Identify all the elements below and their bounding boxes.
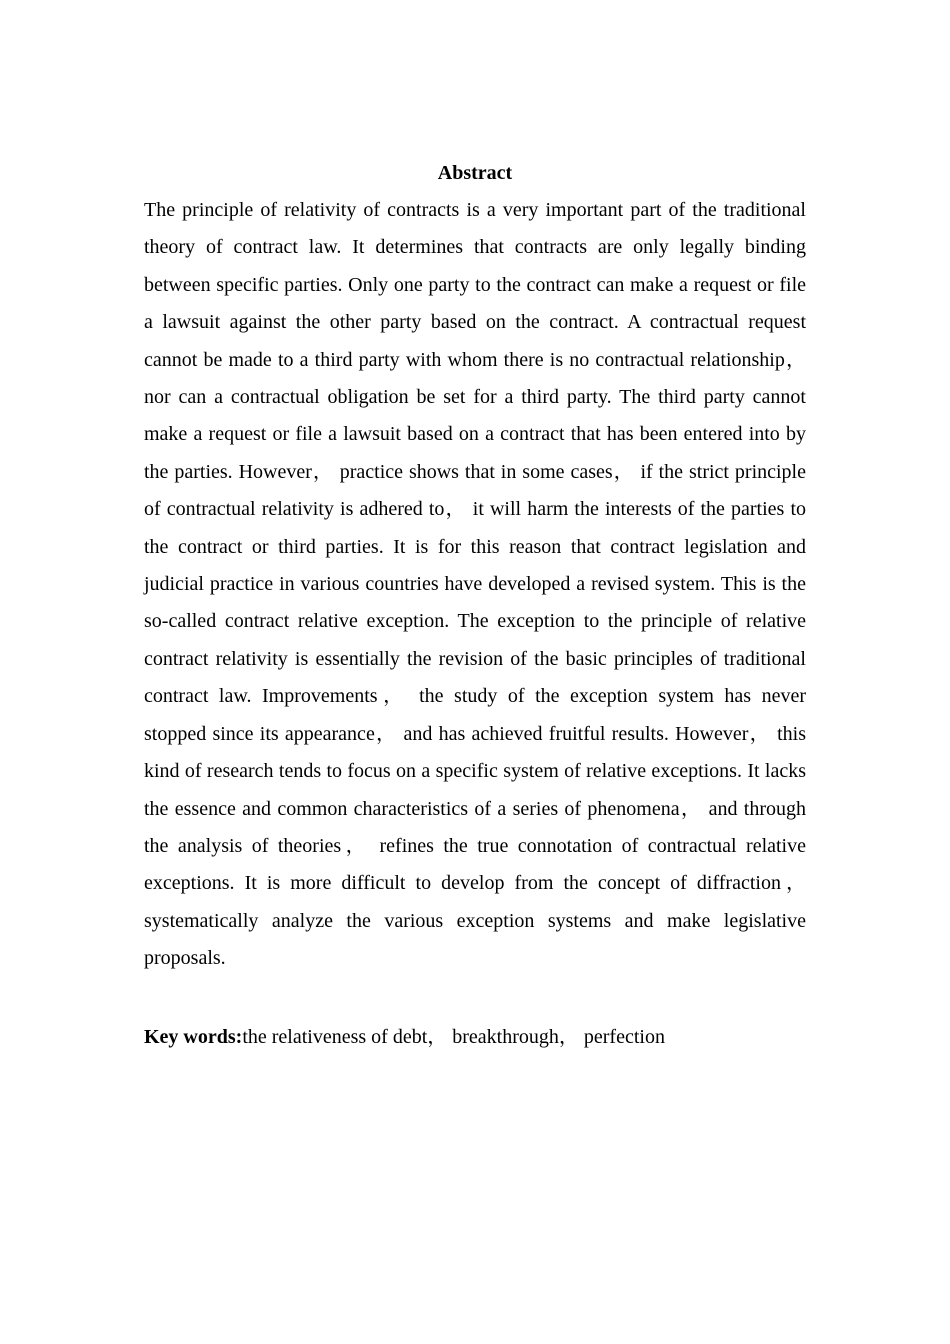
abstract-paragraph: The principle of relativity of contracts is a very important part of the traditional theory of contract law. It determines that contracts are only legally binding between specific parties. Only one party to the contract can make a request or file a lawsuit against the other party based on the contract. A contractual request cannot be made to a third party with whom there is no contractual relationship， nor can a contractual obligation be set for a third party. The third party cannot make a request or file a lawsuit based on a contract that has been entered into by the parties. However， practice shows that in some cases， if the strict principle of contractual relativity is adhered to， it will harm the interests of the parties to the contract or third parties. It is for this reason that contract legislation and judicial practice in various countries have developed a revised system. This is the so-called contract relative exception. The exception to the principle of relative contract relativity is essentially the revision of the basic principles of traditional contract law. Improvements， the study of the exception system has never stopped since its appearance， and has achieved fruitful results. However， this kind of research tends to focus on a specific system of relative exceptions. It lacks the essence and common characteristics of a series of phenomena， and through the analysis of theories， refines the true connotation of contractual relative exceptions. It is more difficult to develop from the concept of diffraction， systematically analyze the various exception systems and make legislative proposals. <box>144 199 806 970</box>
abstract-heading: Abstract <box>437 162 513 184</box>
keywords-label: Key words: <box>144 1025 243 1048</box>
abstract-section <box>144 158 806 1052</box>
keywords-text: the relativeness of debt， breakthrough， perfection <box>242 1025 665 1048</box>
keywords-line <box>144 1022 806 1052</box>
